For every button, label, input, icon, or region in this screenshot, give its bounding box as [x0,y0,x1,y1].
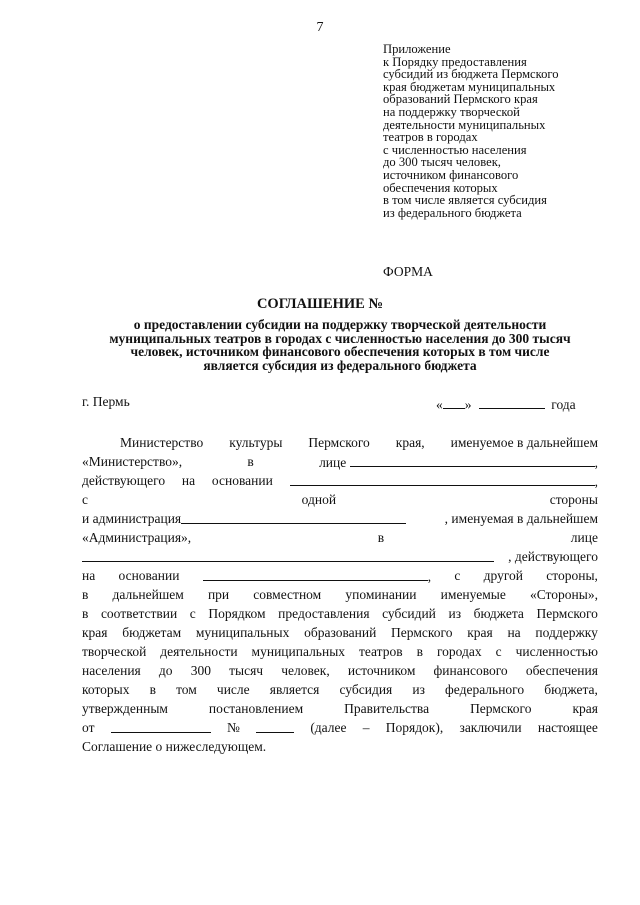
word: основании [211,473,273,488]
word: Правительства [344,701,430,716]
word: с [82,492,88,507]
word: является [269,682,320,697]
subtitle-line: человек, источником финансового обеспечения которых в том числе [130,344,550,359]
appendix-line: театров в городах [383,130,478,145]
text-line [82,471,598,490]
word: до [158,663,173,678]
subtitle-line: муниципальных театров в городах с численностью населения до 300 тысяч [109,330,571,346]
word: при [207,587,230,602]
word: которых [82,682,130,697]
text-line [82,699,598,718]
word: именуемые [440,587,506,602]
word: лице [570,530,598,545]
appendix-line: деятельности муниципальных [383,117,546,132]
subtitle-line: о предоставлении субсидии на поддержку творческой деятельности [133,317,547,332]
word: субсидий [382,606,436,621]
word: в [82,587,89,602]
appendix-line: из федерального бюджета [383,205,522,220]
word: культуры [229,435,283,450]
month-blank[interactable] [479,394,545,409]
word: Пермского [391,625,453,640]
word: стороны [549,492,598,507]
administration-representative-blank[interactable] [82,547,494,562]
word: тысяч [229,663,264,678]
text-line [82,718,598,737]
word: «Администрация», [82,530,192,545]
word: численностью [515,644,598,659]
text-line [82,585,598,604]
word: образований [304,625,377,640]
word: именуемое в дальнейшем [450,435,598,450]
appendix-line: источником финансового [383,167,519,182]
appendix-line: с численностью населения [383,142,527,157]
word: бюджета [473,606,524,621]
word: упоминании [345,587,417,602]
word: лице [319,455,347,470]
text-line [82,452,598,471]
appendix-line: в том числе является субсидия [383,193,547,208]
word: края [572,701,598,716]
word: муниципальных [251,644,346,659]
word: , именуемая в дальнейшем [444,511,598,526]
text-line [82,737,598,756]
word: Пермского [536,606,598,621]
minister-representative-blank[interactable] [350,452,595,467]
minister-basis-blank[interactable] [290,471,595,486]
word: театров [358,644,403,659]
word: соответствии [100,606,178,621]
word: от [82,720,95,735]
word: с [454,568,461,583]
word: дальнейшем [112,587,184,602]
word: и администрация [82,511,182,526]
word: обеспечения [525,663,598,678]
word: человек, [281,663,330,678]
word: деятельности [160,644,238,659]
city-name: г. Пермь [82,394,130,409]
text-line [82,490,598,509]
closing-sentence: Соглашение о нижеследующем. [82,739,267,754]
word: федерального [445,682,525,697]
appendix-block [383,43,623,219]
word: в [247,454,254,469]
word: утвержденным [82,701,168,716]
text-line [82,623,598,642]
word: на [507,625,521,640]
word: – [362,720,370,735]
word: Порядок), [385,720,444,735]
agreement-preamble [82,433,598,756]
date-suffix: года [551,397,576,412]
word: другой [483,568,524,583]
word: 300 [190,663,211,678]
word: предоставления [278,606,370,621]
document-title: СОГЛАШЕНИЕ № [256,296,384,312]
word: , [427,569,432,584]
word: из [412,682,425,697]
word: края [82,625,108,640]
date-field [436,394,576,413]
word: , [594,474,598,489]
word: «Министерство», [82,454,183,469]
date-open-quote: « [436,397,443,412]
word: творческой [82,644,147,659]
administration-name-blank[interactable] [181,509,406,524]
text-line [82,547,598,566]
appendix-line: края бюджетам муниципальных [383,79,556,94]
word: основании [118,568,180,583]
appendix-line: до 300 тысяч человек, [383,155,501,170]
appendix-line: на поддержку творческой [383,104,520,119]
appendix-line: к Порядку предоставления [383,54,527,69]
day-blank[interactable] [443,394,465,409]
word: Министерство [120,435,204,450]
word: числе [216,682,250,697]
word: поддержку [535,625,598,640]
word: стороны, [546,568,598,583]
word: на [82,568,96,583]
text-line [82,433,598,452]
appendix-line: субсидий из бюджета Пермского [383,67,559,82]
word: Пермского [470,701,532,716]
appendix-line: Приложение [383,42,451,56]
word: на [181,473,196,488]
word: с [495,644,502,659]
word: Пермского [308,435,370,450]
text-line [82,642,598,661]
word: населения [82,663,141,678]
word: бюджета, [544,682,598,697]
word: субсидия [339,682,393,697]
word: источником [347,663,416,678]
document-subtitle [80,318,600,372]
text-line [82,680,598,699]
word: муниципальных [195,625,290,640]
word: , действующего [508,549,598,564]
word: в [416,644,423,659]
word: бюджетам [122,625,182,640]
word: «Стороны», [529,587,598,602]
word: из [448,606,462,621]
form-label: ФОРМА [383,264,433,279]
text-line [82,661,598,680]
word: заключили [459,720,522,735]
text-line [82,528,598,547]
page-number: 7 [316,20,324,35]
word: совместном [253,587,322,602]
word: края [467,625,493,640]
appendix-line: образований Пермского края [383,92,538,107]
word: городах [436,644,482,659]
word: Порядком [208,606,266,621]
word: одной [301,492,337,507]
word: в [82,606,89,621]
word: настоящее [537,720,598,735]
word: действующего [82,473,166,488]
word: с [189,606,196,621]
word: , [594,455,598,470]
text-line [82,604,598,623]
resolution-date-blank[interactable] [111,718,211,733]
word: финансового [433,663,508,678]
word: том [176,682,197,697]
word: постановлением [208,701,304,716]
subtitle-line: является субсидия из федерального бюджета [203,357,477,373]
resolution-number-blank[interactable] [256,718,294,733]
word: края, [395,435,425,450]
word: (далее [310,720,347,735]
appendix-line: обеспечения которых [383,180,498,195]
word: № [226,720,240,735]
text-line [82,509,598,528]
text-line [82,566,598,585]
administration-basis-blank[interactable] [203,566,428,581]
word: в [377,530,385,545]
date-close-quote: » [464,397,472,412]
word: в [149,682,156,697]
